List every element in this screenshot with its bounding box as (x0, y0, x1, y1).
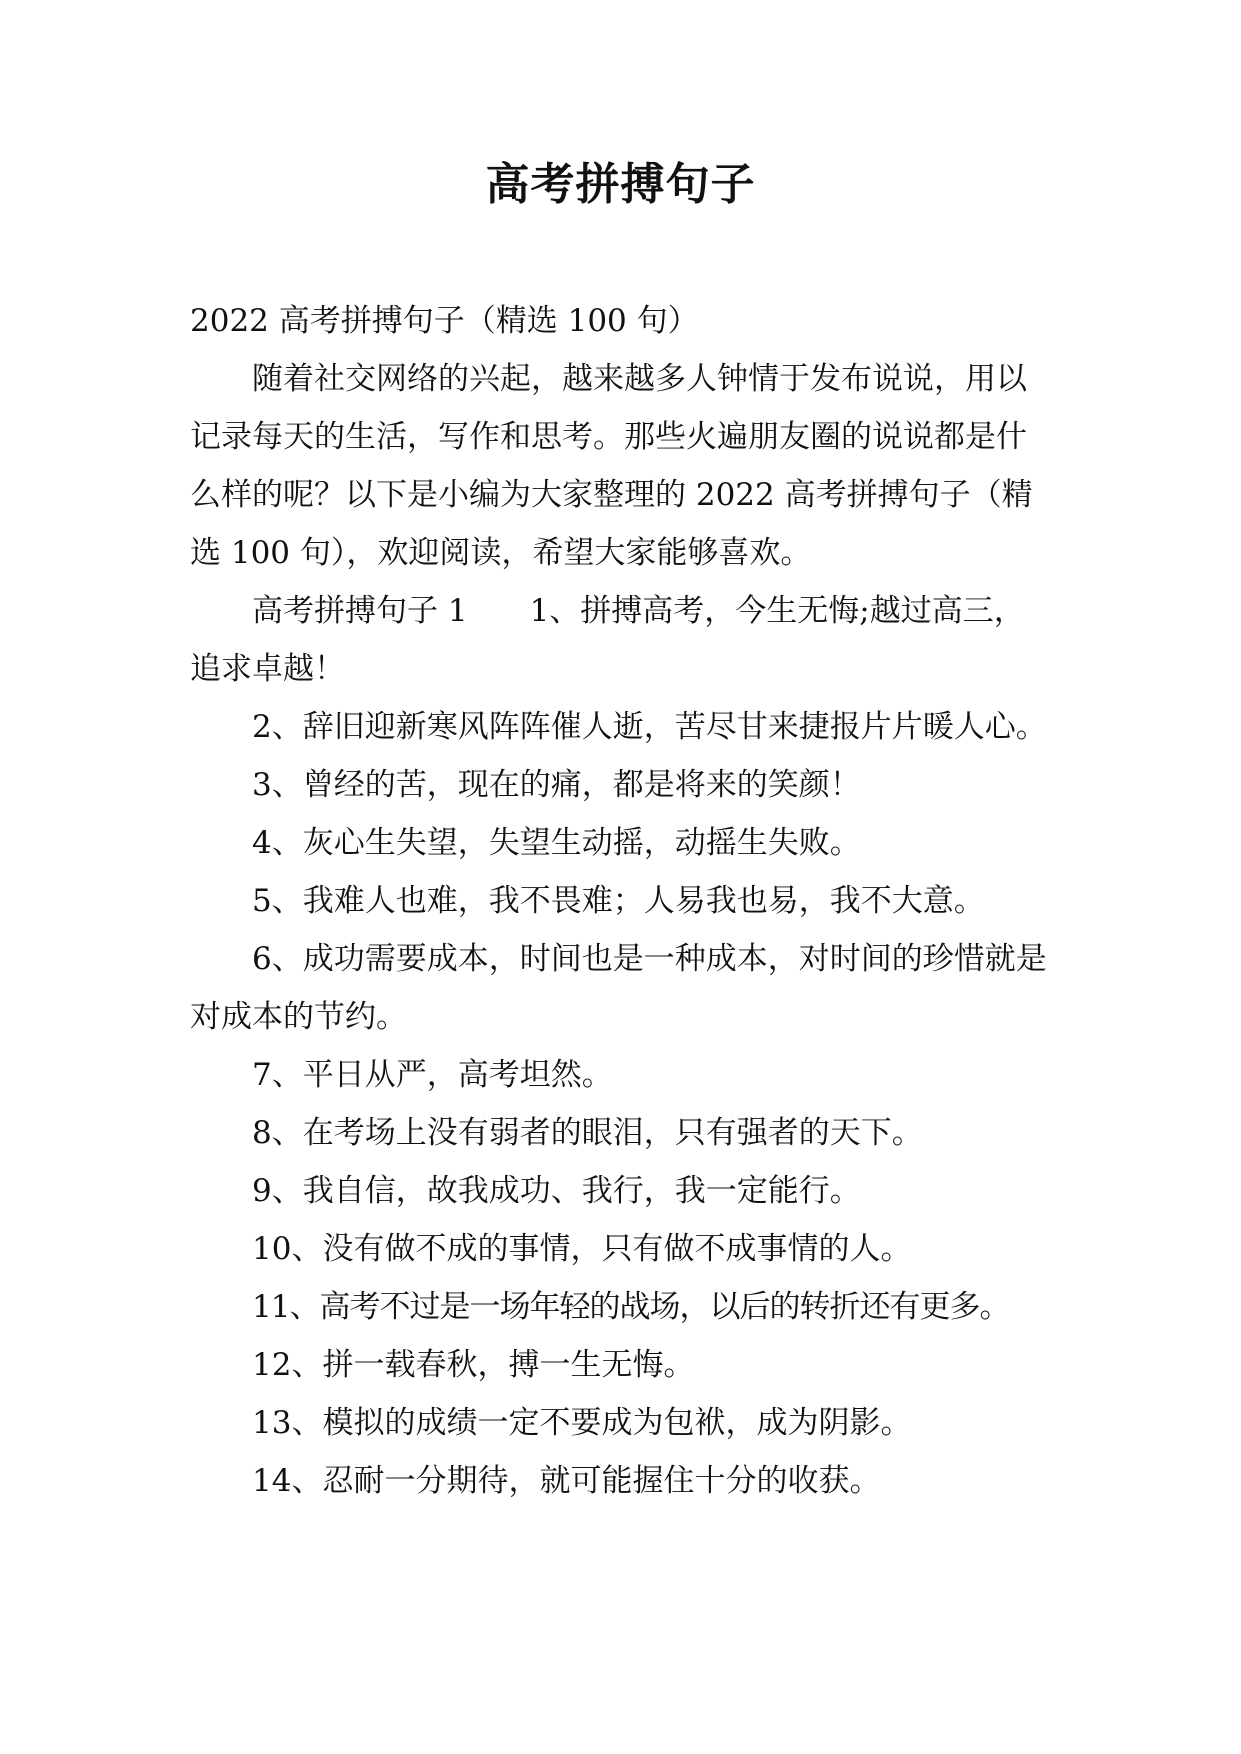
list-item: 12、拼一载春秋，搏一生无悔。 (252, 1347, 695, 1383)
list-item: 1、拼搏高考，今生无悔;越过高三，追求卓越！ (190, 593, 1025, 687)
list-item: 9、我自信，故我成功、我行，我一定能行。 (252, 1173, 861, 1209)
list-item: 3、曾经的苦，现在的痛，都是将来的笑颜！ (252, 767, 861, 803)
list-item: 6、成功需要成本，时间也是一种成本，对时间的珍惜就是对成本的节约。 (190, 941, 1047, 1035)
intro-paragraph: 随着社交网络的兴起，越来越多人钟情于发布说说，用以记录每天的生活，写作和思考。那些火遍朋友圈的说说都是什么样的呢？以下是小编为大家整理的 2022 高考拼搏句子（精选 100 句），欢迎阅读，希望大家能够喜欢。 (190, 361, 1033, 571)
subtitle: 2022 高考拼搏句子（精选 100 句） (190, 303, 699, 339)
list-item: 7、平日从严，高考坦然。 (252, 1057, 613, 1093)
list-item: 11、高考不过是一场年轻的战场，以后的转折还有更多。 (252, 1289, 1010, 1325)
list-item: 13、模拟的成绩一定不要成为包袱，成为阴影。 (252, 1405, 912, 1441)
document-body (190, 292, 1055, 1510)
first-item-paragraph (190, 582, 1055, 698)
list-item: 14、忍耐一分期待，就可能握住十分的收获。 (252, 1463, 881, 1499)
document-title: 高考拼搏句子 (485, 159, 756, 210)
list-item: 10、没有做不成的事情，只有做不成事情的人。 (252, 1231, 912, 1267)
list-item: 4、灰心生失望，失望生动摇，动摇生失败。 (252, 825, 861, 861)
list-item: 2、辞旧迎新寒风阵阵催人逝，苦尽甘来捷报片片暖人心。 (252, 709, 1047, 745)
list-item: 8、在考场上没有弱者的眼泪，只有强者的天下。 (252, 1115, 923, 1151)
section-heading: 高考拼搏句子 1 (252, 593, 468, 629)
list-item: 5、我难人也难，我不畏难；人易我也易，我不大意。 (252, 883, 985, 919)
